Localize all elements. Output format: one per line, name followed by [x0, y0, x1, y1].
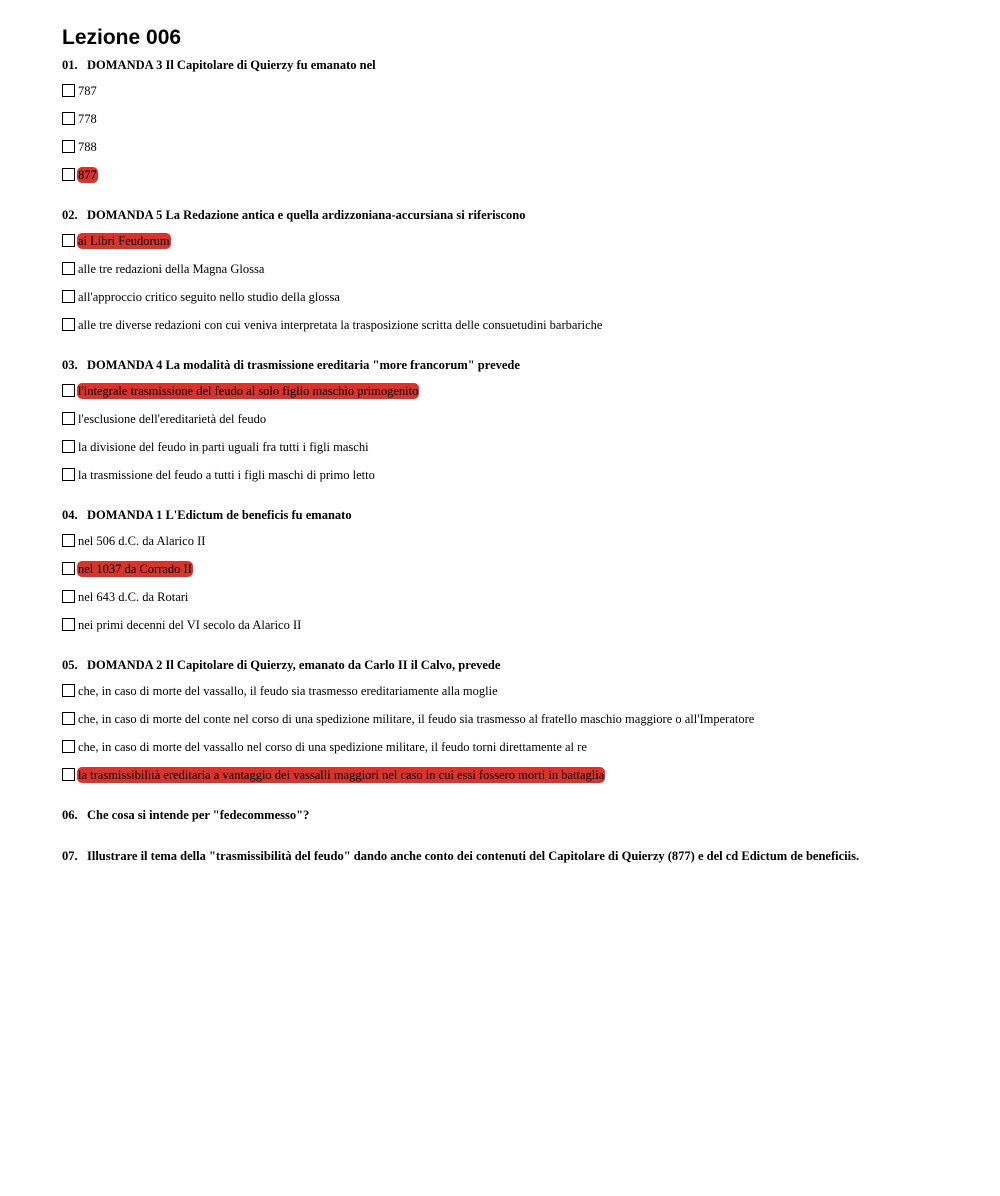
answer-text: l'esclusione dell'ereditarietà del feudo [78, 412, 267, 426]
answer-option[interactable] [62, 561, 962, 589]
answer-checkbox[interactable] [62, 590, 75, 603]
question-number: 06. [62, 808, 78, 822]
answer-text: che, in caso di morte del conte nel corso di una spedizione militare, il feudo sia trasmesso al fratello maschio maggiore o all'Imperatore [78, 712, 755, 726]
question-text: DOMANDA 4 La modalità di trasmissione ereditaria "more francorum" prevede [87, 358, 520, 372]
question-text: DOMANDA 5 La Redazione antica e quella ardizzoniana-accursiana si riferiscono [87, 208, 526, 222]
question-list [62, 58, 962, 795]
answer-checkbox[interactable] [62, 84, 75, 97]
question-5 [62, 658, 962, 795]
question-number: 03. [62, 358, 78, 372]
answer-text: che, in caso di morte del vassallo, il feudo sia trasmesso ereditariamente alla moglie [78, 684, 498, 698]
question-number: 07. [62, 849, 78, 863]
question-text: Illustrare il tema della "trasmissibilità del feudo" dando anche conto dei contenuti del Capitolare di Quierzy (877) e del cd Edictum de beneficiis. [87, 849, 860, 863]
answer-text: 788 [78, 140, 97, 154]
highlighted-answer-text: l'integrale trasmissione del feudo al solo figlio maschio primogenito [78, 384, 419, 398]
answer-checkbox[interactable] [62, 618, 75, 631]
answer-text: nei primi decenni del VI secolo da Alarico II [78, 618, 302, 632]
lesson-title: Lezione 006 [62, 26, 182, 49]
answer-text: nel 643 d.C. da Rotari [78, 590, 189, 604]
answer-option[interactable] [62, 383, 962, 411]
answer-option[interactable] [62, 739, 962, 767]
answer-checkbox[interactable] [62, 768, 75, 781]
answer-text: la trasmissione del feudo a tutti i figli maschi di primo letto [78, 468, 375, 482]
question-heading [62, 808, 962, 823]
answer-option[interactable] [62, 317, 962, 345]
answer-option[interactable] [62, 83, 962, 111]
answer-option[interactable] [62, 467, 962, 495]
answer-text: alle tre diverse redazioni con cui veniva interpretata la trasposizione scritta delle consuetudini barbariche [78, 318, 603, 332]
highlighted-answer-text: ai Libri Feudorum [78, 234, 170, 248]
question-heading [62, 508, 962, 523]
answer-checkbox[interactable] [62, 740, 75, 753]
answer-text: all'approccio critico seguito nello studio della glossa [78, 290, 340, 304]
answer-option[interactable] [62, 767, 962, 795]
document-page [62, 26, 962, 890]
answer-option[interactable] [62, 139, 962, 167]
question-number: 05. [62, 658, 78, 672]
answer-option[interactable] [62, 533, 962, 561]
question-2 [62, 208, 962, 345]
answer-checkbox[interactable] [62, 712, 75, 725]
question-heading [62, 658, 962, 673]
question-heading [62, 208, 962, 223]
answer-checkbox[interactable] [62, 534, 75, 547]
answer-option[interactable] [62, 167, 962, 195]
answer-option[interactable] [62, 439, 962, 467]
question-text: Che cosa si intende per "fedecommesso"? [87, 808, 310, 822]
question-heading [62, 358, 962, 373]
answer-option[interactable] [62, 233, 962, 261]
answer-checkbox[interactable] [62, 684, 75, 697]
answer-option[interactable] [62, 589, 962, 617]
answer-checkbox[interactable] [62, 384, 75, 397]
answer-option[interactable] [62, 683, 962, 711]
question-heading [62, 58, 962, 73]
open-question-7 [62, 849, 962, 864]
answer-option[interactable] [62, 411, 962, 439]
answer-option[interactable] [62, 261, 962, 289]
answer-checkbox[interactable] [62, 234, 75, 247]
answer-checkbox[interactable] [62, 412, 75, 425]
answer-checkbox[interactable] [62, 112, 75, 125]
answer-checkbox[interactable] [62, 562, 75, 575]
question-number: 04. [62, 508, 78, 522]
answer-option[interactable] [62, 711, 962, 739]
answer-checkbox[interactable] [62, 290, 75, 303]
question-4 [62, 508, 962, 645]
question-1 [62, 58, 962, 195]
answer-checkbox[interactable] [62, 262, 75, 275]
question-text: DOMANDA 3 Il Capitolare di Quierzy fu emanato nel [87, 58, 376, 72]
question-number: 01. [62, 58, 78, 72]
answer-option[interactable] [62, 289, 962, 317]
answer-checkbox[interactable] [62, 168, 75, 181]
answer-text: alle tre redazioni della Magna Glossa [78, 262, 265, 276]
answer-checkbox[interactable] [62, 140, 75, 153]
highlighted-answer-text: nel 1037 da Corrado II [78, 562, 192, 576]
question-number: 02. [62, 208, 78, 222]
highlighted-answer-text: la trasmissibilità ereditaria a vantaggio dei vassalli maggiori nel caso in cui essi fossero morti in battaglia [78, 768, 605, 782]
open-question-list [62, 808, 962, 864]
answer-checkbox[interactable] [62, 318, 75, 331]
question-heading [62, 849, 962, 864]
answer-text: 787 [78, 84, 97, 98]
answer-checkbox[interactable] [62, 468, 75, 481]
answer-text: la divisione del feudo in parti uguali fra tutti i figli maschi [78, 440, 369, 454]
highlighted-answer-text: 877 [78, 168, 97, 182]
answer-text: 778 [78, 112, 97, 126]
answer-checkbox[interactable] [62, 440, 75, 453]
answer-text: che, in caso di morte del vassallo nel corso di una spedizione militare, il feudo torni direttamente al re [78, 740, 587, 754]
answer-option[interactable] [62, 111, 962, 139]
open-question-6 [62, 808, 962, 823]
question-3 [62, 358, 962, 495]
question-text: DOMANDA 1 L'Edictum de beneficis fu emanato [87, 508, 352, 522]
answer-option[interactable] [62, 617, 962, 645]
question-text: DOMANDA 2 Il Capitolare di Quierzy, emanato da Carlo II il Calvo, prevede [87, 658, 501, 672]
answer-text: nel 506 d.C. da Alarico II [78, 534, 206, 548]
